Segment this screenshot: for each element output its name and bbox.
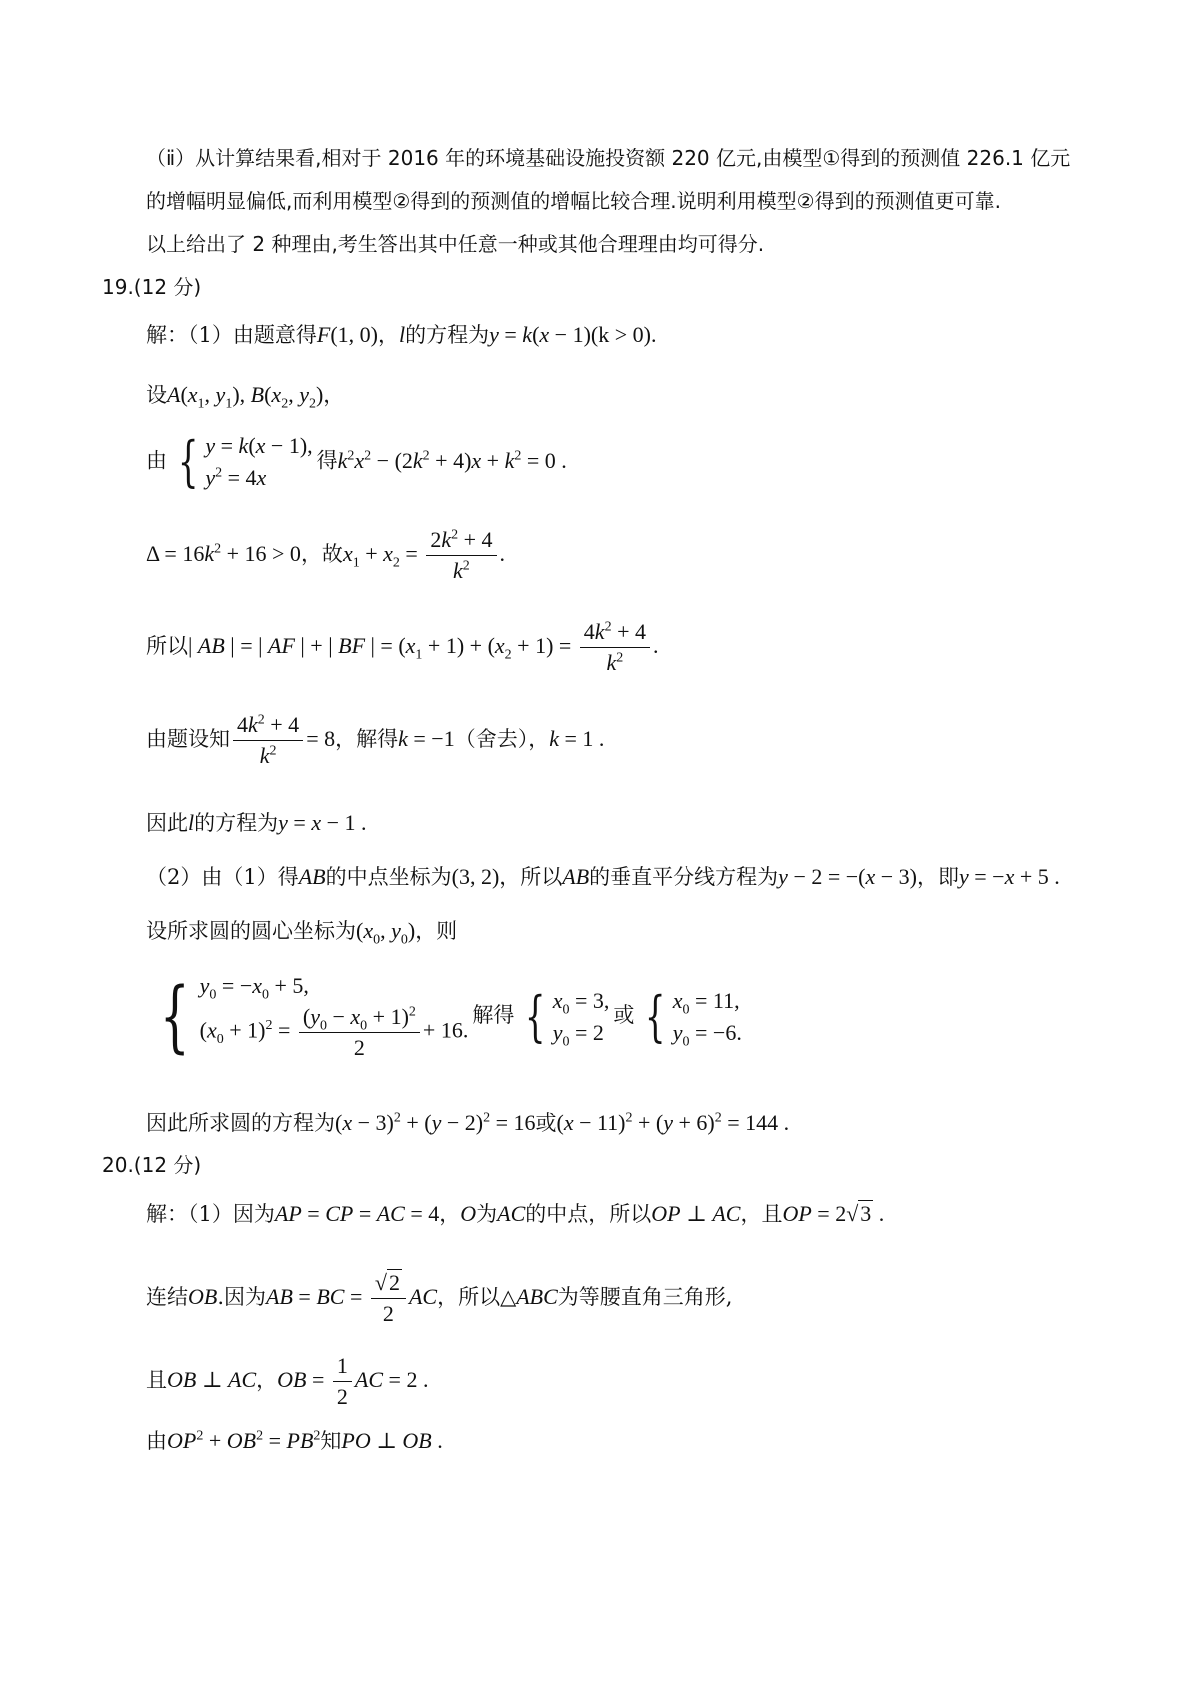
q19-step-7: 因此l的方程为y = x − 1 . <box>146 810 367 835</box>
q19-step-6: 由题设知 $\frac{4k^2 + 4}{k^2}$ = 8，解得k = −1（舍去），k = 1 . <box>146 712 605 768</box>
equation-system: { $x_0 = 3$, $y_0 = 2$ <box>525 984 610 1049</box>
part-ii-line-2: 的增幅明显偏低,而利用模型②得到的预测值的增幅比较合理.说明利用模型②得到的预测值更可靠. <box>146 189 1001 213</box>
part-ii-line-1: （ⅱ）从计算结果看,相对于 2016 年的环境基础设施投资额 220 亿元,由模型①得到的预测值 226.1 亿元 <box>146 146 1071 170</box>
q20-step-1: 解：（1）因为AP = CP = AC = 4，O为AC的中点，所以OP ⊥ AC，且OP = 2√3 . <box>146 1201 885 1226</box>
q19-step-8: （2）由（1）得AB的中点坐标为(3, 2)，所以AB的垂直平分线方程为y − 2 = −(x − 3)，即y = −x + 5 . <box>146 864 1060 889</box>
q19-step-2: 设$A(x_1$, $y_1$), $B(x_2$, $y_2$)， <box>146 382 345 412</box>
part-ii-line-3: 以上给出了 2 种理由,考生答出其中任意一种或其他合理理由均可得分. <box>146 232 765 256</box>
q19-step-3: 由 { y = k(x − 1), $y^2 = 4x$ 得$k^2x^2 - (2k^2 + 4)x + k^2 = 0$ . <box>146 430 567 493</box>
q19-step-11: 因此所求圆的方程为$(x - 3)^2 + (y - 2)^2 = 16$或$(x - 11)^2 + (y + 6)^2 = 144$ . <box>146 1110 790 1135</box>
equation-system: { $y_0 = -x_0 + 5$, $(x_0 + 1)^2$ = $\frac{(y_0 - x_0 + 1)^2}{2}$ + 16. <box>159 971 469 1062</box>
q19-step-4: $\Delta = 16k^2 + 16 > 0$，故$x_1 + x_2$ = $\frac{2k^2 + 4}{k^2}$ . <box>146 527 505 583</box>
q20-step-3: 且OB ⊥ AC，OB = $\frac{1}{2}$ AC = 2 . <box>146 1353 429 1409</box>
q19-step-5: 所以| AB | = | AF | + | BF | = $(x_1 + 1) + (x_2 + 1)$ = $\frac{4k^2 + 4}{k^2}$ . <box>146 619 659 675</box>
q19-step-10: { $y_0 = -x_0 + 5$, $(x_0 + 1)^2$ = $\frac{(y_0 - x_0 + 1)^2}{2}$ + 16. 解得 { $x_0 = 3$, $y_0 = 2$ 或 { $x_0 = 11$, $y_0 = -6$. <box>146 970 746 1063</box>
equation-system: { $x_0 = 11$, $y_0 = -6$. <box>645 984 742 1049</box>
q19-heading: 19.(12 分) <box>102 275 202 299</box>
q19-step-9: 设所求圆的圆心坐标为($x_0$, $y_0$)，则 <box>146 918 458 948</box>
q20-heading: 20.(12 分) <box>102 1153 202 1177</box>
q20-step-4: 由$OP^2 + OB^2 = PB^2$知PO ⊥ OB . <box>146 1428 443 1453</box>
equation-system: { y = k(x − 1), $y^2 = 4x$ <box>177 430 313 493</box>
q20-step-2: 连结OB.因为AB = BC = $\frac{√2}{2}$ AC，所以△ABC为等腰直角三角形, <box>146 1270 733 1326</box>
q19-step-1: 解：（1）由题意得F(1, 0)，l的方程为y = k(x − 1)(k > 0). <box>146 322 657 347</box>
